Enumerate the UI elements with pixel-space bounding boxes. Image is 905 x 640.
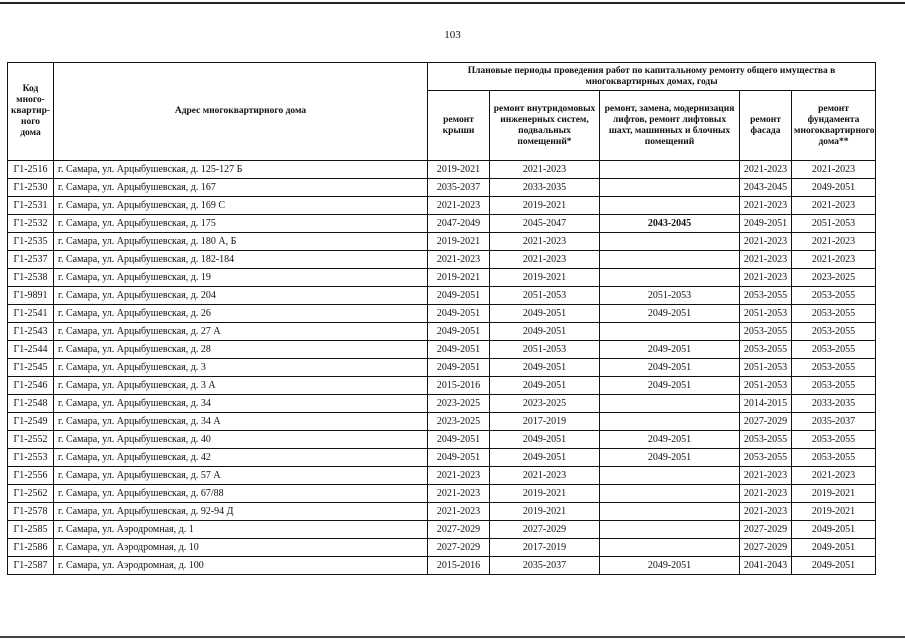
cell-lifts xyxy=(600,503,740,521)
cell-address: г. Самара, ул. Арцыбушевская, д. 27 А xyxy=(54,323,428,341)
bottom-rule xyxy=(0,636,905,638)
cell-foundation: 2033-2035 xyxy=(792,395,876,413)
cell-code: Г1-2549 xyxy=(8,413,54,431)
cell-lifts xyxy=(600,413,740,431)
cell-facade: 2021-2023 xyxy=(740,161,792,179)
cell-facade: 2053-2055 xyxy=(740,323,792,341)
cell-address: г. Самара, ул. Арцыбушевская, д. 92-94 Д xyxy=(54,503,428,521)
cell-lifts: 2049-2051 xyxy=(600,431,740,449)
cell-address: г. Самара, ул. Арцыбушевская, д. 167 xyxy=(54,179,428,197)
cell-foundation: 2049-2051 xyxy=(792,179,876,197)
cell-roof: 2049-2051 xyxy=(428,431,490,449)
table-row xyxy=(8,251,876,269)
cell-roof: 2047-2049 xyxy=(428,215,490,233)
cell-lifts xyxy=(600,269,740,287)
cell-address: г. Самара, ул. Аэродромная, д. 100 xyxy=(54,557,428,575)
table-row xyxy=(8,323,876,341)
cell-code: Г1-2516 xyxy=(8,161,54,179)
cell-roof: 2049-2051 xyxy=(428,323,490,341)
cell-systems: 2021-2023 xyxy=(490,251,600,269)
cell-systems: 2021-2023 xyxy=(490,233,600,251)
cell-address: г. Самара, ул. Арцыбушевская, д. 26 xyxy=(54,305,428,323)
table-row xyxy=(8,233,876,251)
cell-foundation: 2023-2025 xyxy=(792,269,876,287)
cell-code: Г1-2585 xyxy=(8,521,54,539)
cell-facade: 2051-2053 xyxy=(740,305,792,323)
cell-facade: 2021-2023 xyxy=(740,197,792,215)
cell-roof: 2019-2021 xyxy=(428,269,490,287)
table-row xyxy=(8,215,876,233)
cell-code: Г1-2537 xyxy=(8,251,54,269)
cell-systems: 2049-2051 xyxy=(490,305,600,323)
cell-systems: 2035-2037 xyxy=(490,557,600,575)
cell-systems: 2019-2021 xyxy=(490,503,600,521)
table-row xyxy=(8,161,876,179)
cell-roof: 2027-2029 xyxy=(428,521,490,539)
cell-roof: 2021-2023 xyxy=(428,467,490,485)
cell-address: г. Самара, ул. Арцыбушевская, д. 182-184 xyxy=(54,251,428,269)
cell-roof: 2049-2051 xyxy=(428,305,490,323)
cell-foundation: 2053-2055 xyxy=(792,305,876,323)
cell-lifts xyxy=(600,539,740,557)
table-row xyxy=(8,431,876,449)
cell-systems: 2045-2047 xyxy=(490,215,600,233)
cell-address: г. Самара, ул. Арцыбушевская, д. 125-127 Б xyxy=(54,161,428,179)
table-row xyxy=(8,269,876,287)
cell-roof: 2015-2016 xyxy=(428,377,490,395)
cell-facade: 2043-2045 xyxy=(740,179,792,197)
cell-systems: 2027-2029 xyxy=(490,521,600,539)
cell-address: г. Самара, ул. Арцыбушевская, д. 40 xyxy=(54,431,428,449)
cell-facade: 2021-2023 xyxy=(740,269,792,287)
cell-facade: 2014-2015 xyxy=(740,395,792,413)
cell-code: Г1-2538 xyxy=(8,269,54,287)
cell-systems: 2051-2053 xyxy=(490,341,600,359)
cell-code: Г1-2552 xyxy=(8,431,54,449)
cell-address: г. Самара, ул. Арцыбушевская, д. 57 А xyxy=(54,467,428,485)
cell-foundation: 2053-2055 xyxy=(792,377,876,395)
cell-foundation: 2021-2023 xyxy=(792,197,876,215)
cell-foundation: 2049-2051 xyxy=(792,539,876,557)
cell-facade: 2049-2051 xyxy=(740,215,792,233)
cell-roof: 2015-2016 xyxy=(428,557,490,575)
table-row xyxy=(8,305,876,323)
cell-code: Г1-2541 xyxy=(8,305,54,323)
cell-code: Г1-9891 xyxy=(8,287,54,305)
cell-foundation: 2049-2051 xyxy=(792,521,876,539)
cell-lifts xyxy=(600,395,740,413)
cell-systems: 2023-2025 xyxy=(490,395,600,413)
cell-code: Г1-2535 xyxy=(8,233,54,251)
cell-lifts xyxy=(600,251,740,269)
cell-foundation: 2053-2055 xyxy=(792,449,876,467)
table-row xyxy=(8,287,876,305)
cell-facade: 2021-2023 xyxy=(740,233,792,251)
cell-facade: 2021-2023 xyxy=(740,467,792,485)
cell-roof: 2021-2023 xyxy=(428,485,490,503)
cell-code: Г1-2546 xyxy=(8,377,54,395)
cell-roof: 2019-2021 xyxy=(428,161,490,179)
cell-roof: 2019-2021 xyxy=(428,233,490,251)
cell-foundation: 2053-2055 xyxy=(792,287,876,305)
cell-foundation: 2051-2053 xyxy=(792,215,876,233)
cell-code: Г1-2578 xyxy=(8,503,54,521)
cell-foundation: 2035-2037 xyxy=(792,413,876,431)
cell-roof: 2021-2023 xyxy=(428,251,490,269)
cell-address: г. Самара, ул. Арцыбушевская, д. 42 xyxy=(54,449,428,467)
cell-foundation: 2021-2023 xyxy=(792,161,876,179)
cell-roof: 2035-2037 xyxy=(428,179,490,197)
cell-code: Г1-2532 xyxy=(8,215,54,233)
cell-roof: 2021-2023 xyxy=(428,197,490,215)
table-row xyxy=(8,395,876,413)
cell-code: Г1-2553 xyxy=(8,449,54,467)
repair-schedule-table xyxy=(7,62,876,575)
top-rule xyxy=(0,2,905,4)
cell-foundation: 2053-2055 xyxy=(792,359,876,377)
cell-code: Г1-2587 xyxy=(8,557,54,575)
cell-facade: 2053-2055 xyxy=(740,449,792,467)
table-row xyxy=(8,341,876,359)
cell-lifts xyxy=(600,161,740,179)
table-row xyxy=(8,197,876,215)
cell-address: г. Самара, ул. Арцыбушевская, д. 19 xyxy=(54,269,428,287)
cell-lifts: 2049-2051 xyxy=(600,359,740,377)
cell-address: г. Самара, ул. Арцыбушевская, д. 34 А xyxy=(54,413,428,431)
cell-facade: 2053-2055 xyxy=(740,287,792,305)
cell-facade: 2027-2029 xyxy=(740,539,792,557)
cell-address: г. Самара, ул. Арцыбушевская, д. 28 xyxy=(54,341,428,359)
cell-foundation: 2021-2023 xyxy=(792,251,876,269)
cell-address: г. Самара, ул. Арцыбушевская, д. 3 А xyxy=(54,377,428,395)
cell-foundation: 2021-2023 xyxy=(792,467,876,485)
cell-facade: 2021-2023 xyxy=(740,503,792,521)
cell-lifts xyxy=(600,323,740,341)
table-body xyxy=(8,161,876,575)
cell-code: Г1-2548 xyxy=(8,395,54,413)
cell-address: г. Самара, ул. Аэродромная, д. 1 xyxy=(54,521,428,539)
header-periods-group: Плановые периоды проведения работ по капитальному ремонту общего имущества в многоквартирных домах, годы xyxy=(428,63,876,91)
cell-lifts: 2051-2053 xyxy=(600,287,740,305)
table-row xyxy=(8,521,876,539)
cell-lifts xyxy=(600,467,740,485)
cell-roof: 2049-2051 xyxy=(428,287,490,305)
cell-address: г. Самара, ул. Аэродромная, д. 10 xyxy=(54,539,428,557)
cell-code: Г1-2544 xyxy=(8,341,54,359)
table-row xyxy=(8,557,876,575)
cell-address: г. Самара, ул. Арцыбушевская, д. 175 xyxy=(54,215,428,233)
table-row xyxy=(8,359,876,377)
table-row xyxy=(8,377,876,395)
cell-lifts: 2049-2051 xyxy=(600,341,740,359)
cell-systems: 2049-2051 xyxy=(490,323,600,341)
cell-code: Г1-2530 xyxy=(8,179,54,197)
cell-lifts xyxy=(600,179,740,197)
cell-facade: 2027-2029 xyxy=(740,413,792,431)
cell-facade: 2041-2043 xyxy=(740,557,792,575)
cell-lifts: 2049-2051 xyxy=(600,557,740,575)
cell-roof: 2021-2023 xyxy=(428,503,490,521)
cell-address: г. Самара, ул. Арцыбушевская, д. 34 xyxy=(54,395,428,413)
cell-systems: 2019-2021 xyxy=(490,485,600,503)
header-roof: ремонт крыши xyxy=(428,91,490,161)
cell-lifts xyxy=(600,521,740,539)
cell-lifts: 2049-2051 xyxy=(600,305,740,323)
cell-address: г. Самара, ул. Арцыбушевская, д. 67/88 xyxy=(54,485,428,503)
cell-systems: 2049-2051 xyxy=(490,431,600,449)
page-number: 103 xyxy=(444,29,461,41)
cell-foundation: 2021-2023 xyxy=(792,233,876,251)
cell-foundation: 2019-2021 xyxy=(792,503,876,521)
header-lifts: ремонт, замена, модернизация лифтов, ремонт лифтовых шахт, машинных и блочных помещений xyxy=(600,91,740,161)
cell-foundation: 2049-2051 xyxy=(792,557,876,575)
cell-systems: 2033-2035 xyxy=(490,179,600,197)
table-row xyxy=(8,485,876,503)
cell-systems: 2021-2023 xyxy=(490,467,600,485)
cell-facade: 2021-2023 xyxy=(740,251,792,269)
cell-systems: 2021-2023 xyxy=(490,161,600,179)
cell-address: г. Самара, ул. Арцыбушевская, д. 3 xyxy=(54,359,428,377)
table-row xyxy=(8,503,876,521)
cell-foundation: 2053-2055 xyxy=(792,431,876,449)
cell-roof: 2049-2051 xyxy=(428,359,490,377)
table-row xyxy=(8,467,876,485)
cell-systems: 2017-2019 xyxy=(490,413,600,431)
cell-systems: 2019-2021 xyxy=(490,197,600,215)
cell-lifts: 2043-2045 xyxy=(600,215,740,233)
table-row xyxy=(8,179,876,197)
header-systems: ремонт внутридомовых инженерных систем, подвальных помещений* xyxy=(490,91,600,161)
cell-code: Г1-2543 xyxy=(8,323,54,341)
cell-lifts: 2049-2051 xyxy=(600,377,740,395)
cell-facade: 2051-2053 xyxy=(740,359,792,377)
cell-foundation: 2019-2021 xyxy=(792,485,876,503)
cell-facade: 2021-2023 xyxy=(740,485,792,503)
cell-code: Г1-2586 xyxy=(8,539,54,557)
header-address: Адрес многоквартирного дома xyxy=(54,63,428,161)
cell-facade: 2051-2053 xyxy=(740,377,792,395)
table-row xyxy=(8,413,876,431)
cell-systems: 2019-2021 xyxy=(490,269,600,287)
cell-address: г. Самара, ул. Арцыбушевская, д. 180 А, Б xyxy=(54,233,428,251)
cell-code: Г1-2562 xyxy=(8,485,54,503)
cell-facade: 2053-2055 xyxy=(740,341,792,359)
cell-roof: 2023-2025 xyxy=(428,395,490,413)
cell-roof: 2049-2051 xyxy=(428,341,490,359)
cell-facade: 2053-2055 xyxy=(740,431,792,449)
cell-systems: 2049-2051 xyxy=(490,449,600,467)
cell-systems: 2049-2051 xyxy=(490,359,600,377)
cell-lifts xyxy=(600,233,740,251)
cell-systems: 2017-2019 xyxy=(490,539,600,557)
cell-lifts xyxy=(600,485,740,503)
cell-systems: 2049-2051 xyxy=(490,377,600,395)
cell-roof: 2023-2025 xyxy=(428,413,490,431)
cell-foundation: 2053-2055 xyxy=(792,323,876,341)
cell-lifts: 2049-2051 xyxy=(600,449,740,467)
cell-foundation: 2053-2055 xyxy=(792,341,876,359)
table-row xyxy=(8,539,876,557)
header-facade: ремонт фасада xyxy=(740,91,792,161)
cell-roof: 2027-2029 xyxy=(428,539,490,557)
cell-roof: 2049-2051 xyxy=(428,449,490,467)
cell-lifts xyxy=(600,197,740,215)
cell-systems: 2051-2053 xyxy=(490,287,600,305)
header-code: Код много-квартир-ного дома xyxy=(8,63,54,161)
cell-code: Г1-2556 xyxy=(8,467,54,485)
cell-address: г. Самара, ул. Арцыбушевская, д. 204 xyxy=(54,287,428,305)
header-foundation: ремонт фундамента многоквартирного дома** xyxy=(792,91,876,161)
cell-address: г. Самара, ул. Арцыбушевская, д. 169 С xyxy=(54,197,428,215)
cell-facade: 2027-2029 xyxy=(740,521,792,539)
cell-code: Г1-2545 xyxy=(8,359,54,377)
table-row xyxy=(8,449,876,467)
cell-code: Г1-2531 xyxy=(8,197,54,215)
